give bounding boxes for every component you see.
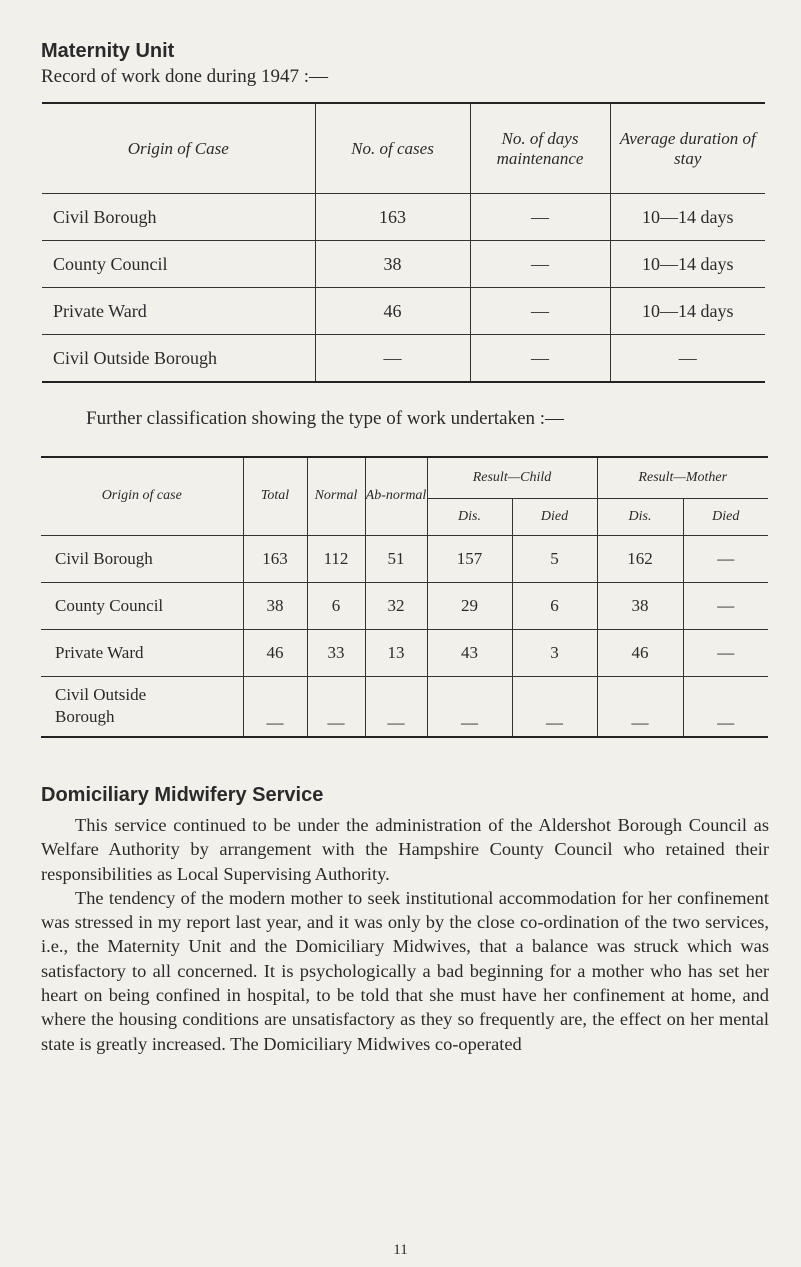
table-cell: — [683,535,768,582]
table-cell: — [470,194,610,241]
table-cell: — [683,582,768,629]
page-number: 11 [393,1242,408,1258]
table-cell: — [470,241,610,288]
table-cell: 46 [315,288,470,335]
table-row [41,629,768,676]
column-header-child-died: Died [512,498,597,535]
table-cell: 29 [427,582,512,629]
classification-table [41,456,768,738]
column-header-normal: Normal [307,457,365,535]
column-header-origin: Origin of Case [42,103,315,194]
table-cell: 6 [512,582,597,629]
table-row [42,335,765,383]
column-header-total: Total [243,457,307,535]
table-cell: 10—14 days [610,194,765,241]
table-cell: Civil Borough [41,535,243,582]
domiciliary-section-title: Domiciliary Midwifery Service [41,784,324,806]
table-cell: 162 [597,535,683,582]
table-cell: — [427,676,512,737]
table-row [42,194,765,241]
table-row [42,241,765,288]
table-cell: — [610,335,765,383]
table-row [41,582,768,629]
table-cell: 33 [307,629,365,676]
table-cell: 38 [597,582,683,629]
column-header-mother-died: Died [683,498,768,535]
table-cell: 163 [243,535,307,582]
table-cell: 13 [365,629,427,676]
table-cell: 10—14 days [610,288,765,335]
domiciliary-body [41,813,769,1056]
column-header-days: No. of days maintenance [470,103,610,194]
table-cell: 46 [243,629,307,676]
table-cell: 38 [243,582,307,629]
column-header-child-dis: Dis. [427,498,512,535]
column-header-cases: No. of cases [315,103,470,194]
table-cell: — [597,676,683,737]
table-cell: County Council [41,582,243,629]
table-cell: — [470,288,610,335]
column-group-result-child: Result—Child [427,457,597,498]
table-cell: Civil Borough [42,194,315,241]
table-cell: 157 [427,535,512,582]
origin-label: Civil Outside Borough [55,685,147,726]
table-cell: — [683,676,768,737]
column-header-average: Average duration of stay [610,103,765,194]
table-cell: 3 [512,629,597,676]
table-cell: Private Ward [41,629,243,676]
table-row [41,676,768,737]
table-cell: 6 [307,582,365,629]
paragraph: The tendency of the modern mother to seek institutional accommodation for her confinement was stressed in my report last year, and it was only by the close co-ordination of the two services, i.e., the Maternity Unit and the Domiciliary Midwives, that a balance was struck which was satisfactory to all concerned. It is psychologically a bad beginning for a mother who has set her heart on being confined in hospital, to be told that she must have her confinement at home, and where the housing conditions are unsatisfactory as they so frequently are, the effect on her mental state is greatly increased. The Domiciliary Midwives co-operated [41,887,769,1054]
table-cell: 5 [512,535,597,582]
section-subtitle: Record of work done during 1947 :— [41,66,329,87]
table-cell: 38 [315,241,470,288]
table-cell: — [243,676,307,737]
table-cell: Private Ward [42,288,315,335]
table-cell: 32 [365,582,427,629]
column-header-origin: Origin of case [41,457,243,535]
table-cell: 163 [315,194,470,241]
table-cell: County Council [42,241,315,288]
table-cell: — [470,335,610,383]
table-row [42,288,765,335]
table-cell: — [315,335,470,383]
table-cell: 43 [427,629,512,676]
section-title: Maternity Unit [41,40,175,62]
table-cell: 51 [365,535,427,582]
table-cell: 10—14 days [610,241,765,288]
further-classification-caption: Further classification showing the type of work undertaken :— [86,408,565,429]
table-cell: — [512,676,597,737]
column-header-mother-dis: Dis. [597,498,683,535]
table-cell: — [683,629,768,676]
maternity-record-table [42,102,765,383]
column-header-abnormal: Ab-normal [365,457,427,535]
table-cell: Civil Outside Borough [42,335,315,383]
table-cell: 112 [307,535,365,582]
table-cell: — [307,676,365,737]
table-cell: 46 [597,629,683,676]
column-group-result-mother: Result—Mother [597,457,768,498]
table-cell: — [365,676,427,737]
table-row [41,535,768,582]
paragraph: This service continued to be under the administration of the Aldershot Borough Council as Welfare Authority by arrangement with the Hampshire County Council who retained their responsibilities as Local Supervising Authority. [41,815,769,884]
table-cell [41,676,243,737]
